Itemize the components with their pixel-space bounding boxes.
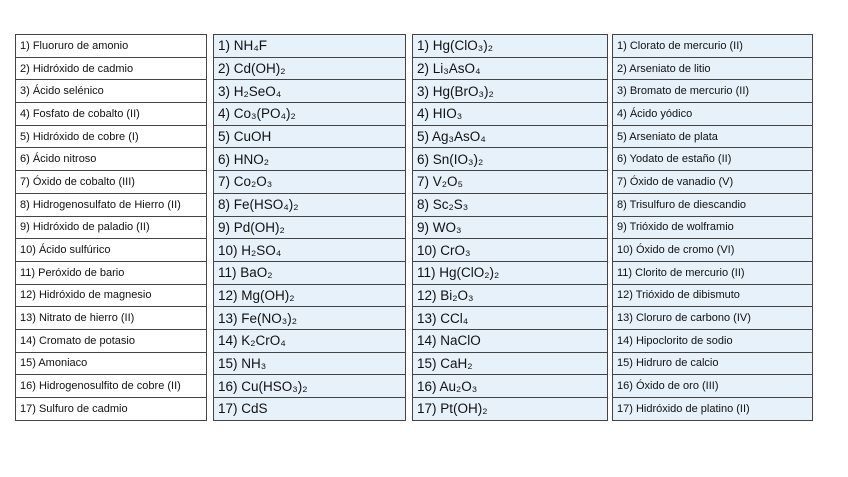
formula-cell: 1) Hg(ClO₃)₂ [413,35,608,58]
formula-cell: 17) Pt(OH)₂ [413,398,608,421]
formula-cell: 14) K₂CrO₄ [214,329,406,352]
formula-cell: 7) V₂O₅ [413,171,608,194]
compound-name-cell: 7) Óxido de vanadio (V) [613,171,813,194]
table-row [613,352,813,375]
compound-name-cell: 15) Amoniaco [16,352,207,375]
compound-name-cell: 4) Ácido yódico [613,103,813,126]
table-row [413,307,608,330]
formula-cell: 11) BaO₂ [214,261,406,284]
compound-name-cell: 14) Cromato de potasio [16,329,207,352]
formulas-column-right [412,34,608,421]
table-row [214,193,406,216]
table-row [613,193,813,216]
table-row [16,125,207,148]
table-row [413,103,608,126]
formula-cell: 5) Ag₃AsO₄ [413,125,608,148]
formula-cell: 11) Hg(ClO₂)₂ [413,261,608,284]
table-row [613,398,813,421]
table-row [413,375,608,398]
formula-cell: 2) Li₃AsO₄ [413,57,608,80]
formulas-column-left [213,34,406,421]
table-row [413,80,608,103]
table-row [613,375,813,398]
compound-name-cell: 3) Ácido selénico [16,80,207,103]
formula-cell: 10) H₂SO₄ [214,239,406,262]
table-row [16,329,207,352]
compound-name-cell: 13) Cloruro de carbono (IV) [613,307,813,330]
compound-name-cell: 12) Hidróxido de magnesio [16,284,207,307]
table-row [413,125,608,148]
table-row [16,261,207,284]
compound-name-cell: 10) Óxido de cromo (VI) [613,239,813,262]
table-row [214,284,406,307]
formula-cell: 15) CaH₂ [413,352,608,375]
table-row [16,216,207,239]
formula-cell: 1) NH₄F [214,35,406,58]
formula-cell: 7) Co₂O₃ [214,171,406,194]
formula-cell: 4) HIO₃ [413,103,608,126]
compound-name-cell: 1) Clorato de mercurio (II) [613,35,813,58]
compound-name-cell: 7) Óxido de cobalto (III) [16,171,207,194]
formula-cell: 8) Fe(HSO₄)₂ [214,193,406,216]
table-row [413,148,608,171]
table-row [413,398,608,421]
compound-name-cell: 17) Hidróxido de platino (II) [613,398,813,421]
formula-cell: 17) CdS [214,398,406,421]
table-row [613,35,813,58]
table-row [413,216,608,239]
names-table-left [15,34,207,421]
table-row [613,239,813,262]
table-row [214,239,406,262]
formula-cell: 15) NH₃ [214,352,406,375]
table-row [413,261,608,284]
formula-cell: 3) Hg(BrO₃)₂ [413,80,608,103]
table-row [16,307,207,330]
formula-cell: 12) Mg(OH)₂ [214,284,406,307]
table-row [16,80,207,103]
formulas-table-left [213,34,406,421]
compound-name-cell: 15) Hidruro de calcio [613,352,813,375]
table-row [613,148,813,171]
formula-cell: 6) HNO₂ [214,148,406,171]
names-column-right [612,34,813,421]
formula-cell: 16) Cu(HSO₃)₂ [214,375,406,398]
table-row [613,261,813,284]
table-row [413,352,608,375]
compound-name-cell: 16) Hidrogenosulfito de cobre (II) [16,375,207,398]
table-row [16,193,207,216]
formula-cell: 14) NaClO [413,329,608,352]
table-row [214,103,406,126]
table-row [16,239,207,262]
compound-name-cell: 4) Fosfato de cobalto (II) [16,103,207,126]
formula-cell: 12) Bi₂O₃ [413,284,608,307]
table-row [214,125,406,148]
table-row [214,171,406,194]
table-row [214,35,406,58]
table-row [16,148,207,171]
compound-name-cell: 3) Bromato de mercurio (II) [613,80,813,103]
formula-cell: 10) CrO₃ [413,239,608,262]
table-row [613,329,813,352]
formula-cell: 13) CCl₄ [413,307,608,330]
compound-name-cell: 1) Fluoruro de amonio [16,35,207,58]
compound-name-cell: 8) Trisulfuro de diescandio [613,193,813,216]
table-row [214,148,406,171]
table-row [16,284,207,307]
compound-name-cell: 12) Trióxido de dibismuto [613,284,813,307]
compound-name-cell: 16) Óxido de oro (III) [613,375,813,398]
table-row [413,57,608,80]
names-column-left [15,34,207,421]
compound-name-cell: 9) Trióxido de wolframio [613,216,813,239]
table-row [16,171,207,194]
compound-name-cell: 17) Sulfuro de cadmio [16,398,207,421]
table-row [16,103,207,126]
table-row [16,375,207,398]
table-row [413,35,608,58]
table-row [413,171,608,194]
table-row [214,261,406,284]
table-row [214,307,406,330]
table-row [613,57,813,80]
formula-cell: 9) WO₃ [413,216,608,239]
table-row [16,35,207,58]
table-row [214,216,406,239]
table-row [613,125,813,148]
table-row [214,352,406,375]
compound-name-cell: 6) Ácido nitroso [16,148,207,171]
formula-cell: 5) CuOH [214,125,406,148]
compound-name-cell: 11) Peróxido de bario [16,261,207,284]
table-row [16,352,207,375]
table-row [214,57,406,80]
table-row [214,375,406,398]
table-row [413,239,608,262]
table-row [613,284,813,307]
table-row [613,171,813,194]
table-row [16,57,207,80]
formula-cell: 3) H₂SeO₄ [214,80,406,103]
table-row [413,284,608,307]
table-row [214,80,406,103]
compound-name-cell: 9) Hidróxido de paladio (II) [16,216,207,239]
table-row [613,216,813,239]
names-table-right [612,34,813,421]
table-row [413,329,608,352]
compound-name-cell: 8) Hidrogenosulfato de Hierro (II) [16,193,207,216]
compound-name-cell: 6) Yodato de estaño (II) [613,148,813,171]
formula-cell: 2) Cd(OH)₂ [214,57,406,80]
table-row [613,307,813,330]
compound-name-cell: 2) Hidróxido de cadmio [16,57,207,80]
table-row [16,398,207,421]
compound-name-cell: 13) Nitrato de hierro (II) [16,307,207,330]
formula-cell: 4) Co₃(PO₄)₂ [214,103,406,126]
table-row [214,398,406,421]
formula-cell: 8) Sc₂S₃ [413,193,608,216]
compound-name-cell: 11) Clorito de mercurio (II) [613,261,813,284]
formulas-table-right [412,34,608,421]
compound-name-cell: 2) Arseniato de litio [613,57,813,80]
table-row [613,80,813,103]
formula-cell: 9) Pd(OH)₂ [214,216,406,239]
table-row [214,329,406,352]
table-row [413,193,608,216]
formula-cell: 6) Sn(IO₃)₂ [413,148,608,171]
compound-name-cell: 14) Hipoclorito de sodio [613,329,813,352]
compound-name-cell: 5) Hidróxido de cobre (I) [16,125,207,148]
compound-name-cell: 10) Ácido sulfúrico [16,239,207,262]
formula-cell: 13) Fe(NO₃)₂ [214,307,406,330]
compound-name-cell: 5) Arseniato de plata [613,125,813,148]
table-row [613,103,813,126]
formula-cell: 16) Au₂O₃ [413,375,608,398]
